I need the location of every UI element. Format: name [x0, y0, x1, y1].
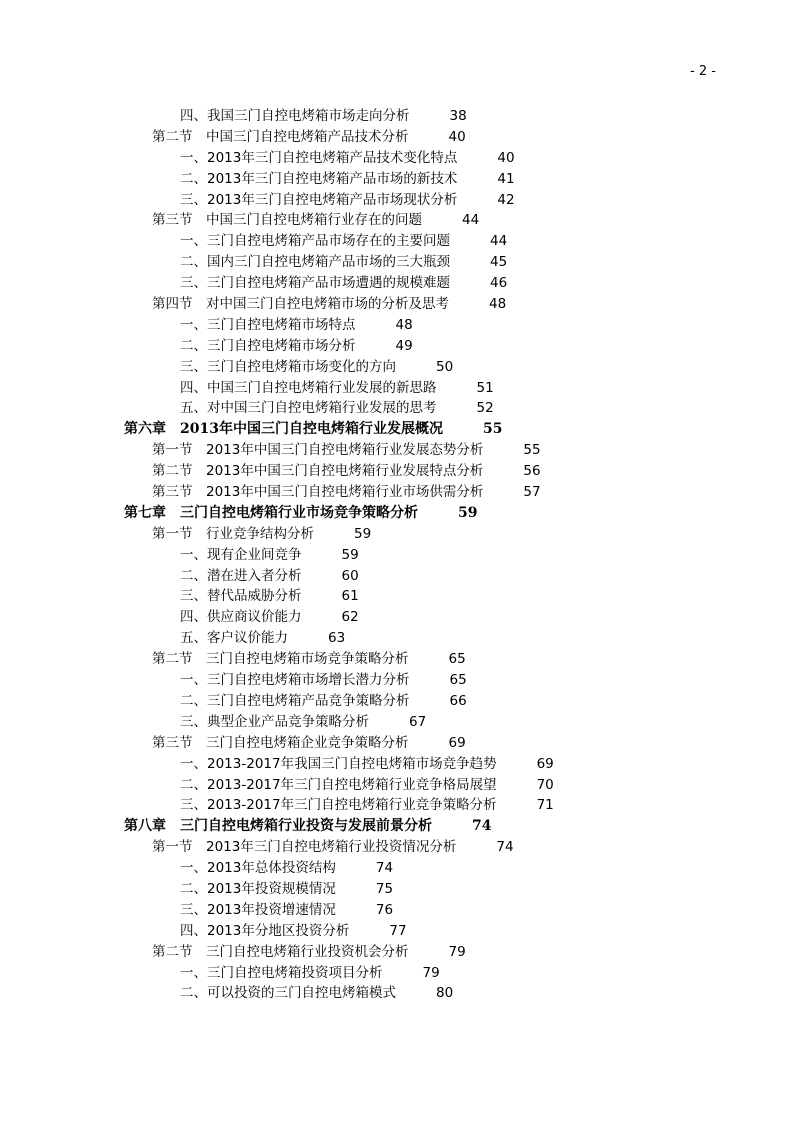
page-number: - 2 - — [690, 64, 716, 79]
toc-entry-title: 一、2013年三门自控电烤箱产品技术变化特点 — [180, 149, 458, 166]
toc-subsection[interactable] — [0, 775, 794, 796]
toc-subsection[interactable] — [0, 712, 794, 733]
toc-entry-page: 59 — [354, 525, 372, 542]
toc-subsection[interactable] — [0, 586, 794, 607]
toc-entry-page: 48 — [395, 316, 413, 333]
toc-entry-page: 65 — [448, 651, 466, 668]
toc-entry-page: 74 — [472, 818, 492, 835]
toc-entry-title: 第一节 2013年中国三门自控电烤箱行业发展态势分析 — [152, 442, 484, 459]
toc-chapter[interactable] — [0, 419, 794, 440]
toc-entry-page: 42 — [497, 191, 515, 208]
toc-subsection[interactable] — [0, 106, 794, 127]
toc-entry-page: 74 — [496, 839, 514, 856]
toc-subsection[interactable] — [0, 336, 794, 357]
toc-subsection[interactable] — [0, 545, 794, 566]
toc-section[interactable] — [0, 127, 794, 148]
toc-subsection[interactable] — [0, 252, 794, 273]
toc-entry-page: 38 — [449, 108, 467, 124]
toc-entry-title: 一、2013-2017年我国三门自控电烤箱市场竞争趋势 — [180, 755, 497, 772]
toc-entry-page: 69 — [448, 734, 466, 751]
toc-entry-title: 二、三门自控电烤箱产品竞争策略分析 — [180, 692, 410, 709]
toc-entry-title: 四、2013年分地区投资分析 — [180, 922, 350, 939]
toc-subsection[interactable] — [0, 921, 794, 942]
toc-entry-title: 一、2013年总体投资结构 — [180, 860, 336, 877]
toc-section[interactable] — [0, 733, 794, 754]
toc-subsection[interactable] — [0, 900, 794, 921]
toc-subsection[interactable] — [0, 273, 794, 294]
toc-entry-page: 44 — [490, 233, 508, 250]
toc-subsection[interactable] — [0, 169, 794, 190]
toc-entry-title: 四、供应商议价能力 — [180, 609, 302, 626]
toc-subsection[interactable] — [0, 315, 794, 336]
toc-entry-title: 三、三门自控电烤箱市场变化的方向 — [180, 358, 396, 375]
toc-entry-title: 五、对中国三门自控电烤箱行业发展的思考 — [180, 400, 437, 417]
toc-entry-page: 70 — [536, 776, 554, 793]
toc-entry-title: 四、中国三门自控电烤箱行业发展的新思路 — [180, 379, 437, 396]
toc-entry-page: 62 — [341, 609, 359, 626]
toc-entry-title: 第一节 行业竞争结构分析 — [152, 525, 314, 542]
toc-entry-page: 44 — [462, 212, 480, 229]
toc-entry-title: 一、三门自控电烤箱产品市场存在的主要问题 — [180, 233, 450, 250]
toc-entry-page: 80 — [436, 985, 454, 1002]
toc-entry-page: 46 — [490, 275, 508, 292]
toc-entry-page: 55 — [482, 421, 503, 438]
toc-entry-title: 三、2013年投资增速情况 — [180, 901, 336, 918]
toc-entry-title: 二、三门自控电烤箱市场分析 — [180, 337, 356, 354]
toc-section[interactable] — [0, 837, 794, 858]
toc-chapter[interactable] — [0, 503, 794, 524]
toc-entry-title: 第三节 三门自控电烤箱企业竞争策略分析 — [152, 734, 409, 751]
toc-subsection[interactable] — [0, 566, 794, 587]
toc-section[interactable] — [0, 440, 794, 461]
toc-entry-title: 三、2013-2017年三门自控电烤箱行业竞争策略分析 — [180, 797, 497, 814]
toc-entry-page: 59 — [341, 546, 359, 563]
toc-entry-page: 40 — [497, 149, 515, 166]
toc-entry-title: 三、三门自控电烤箱产品市场遭遇的规模难题 — [180, 275, 450, 292]
toc-subsection[interactable] — [0, 670, 794, 691]
toc-entry-title: 第二节 中国三门自控电烤箱产品技术分析 — [152, 128, 409, 145]
toc-entry-title: 一、三门自控电烤箱投资项目分析 — [180, 964, 383, 981]
toc-entry-page: 41 — [497, 170, 515, 187]
toc-entry-title: 第六章 2013年中国三门自控电烤箱行业发展概况 — [124, 421, 443, 438]
toc-entry-title: 三、2013年三门自控电烤箱产品市场现状分析 — [180, 191, 458, 208]
toc-entry-title: 二、可以投资的三门自控电烤箱模式 — [180, 985, 396, 1002]
toc-entry-page: 50 — [436, 358, 454, 375]
toc-subsection[interactable] — [0, 754, 794, 775]
toc-subsection[interactable] — [0, 983, 794, 1004]
toc-section[interactable] — [0, 210, 794, 231]
toc-entry-page: 76 — [375, 901, 394, 918]
toc-subsection[interactable] — [0, 628, 794, 649]
toc-entry-page: 49 — [395, 337, 413, 354]
toc-subsection[interactable] — [0, 357, 794, 378]
toc-subsection[interactable] — [0, 231, 794, 252]
toc-entry-title: 二、2013-2017年三门自控电烤箱行业竞争格局展望 — [180, 776, 497, 793]
toc-entry-page: 74 — [375, 860, 394, 877]
toc-entry-page: 66 — [449, 692, 467, 709]
toc-entry-page: 69 — [536, 755, 554, 772]
toc-entry-title: 第七章 三门自控电烤箱行业市场竞争策略分析 — [124, 504, 418, 521]
toc-entry-page: 48 — [489, 296, 507, 313]
toc-subsection[interactable] — [0, 795, 794, 816]
toc-section[interactable] — [0, 942, 794, 963]
toc-entry-title: 二、潜在进入者分析 — [180, 567, 302, 584]
toc-entry-page: 60 — [341, 567, 359, 584]
toc-entry-page: 77 — [389, 922, 407, 939]
toc-subsection[interactable] — [0, 148, 794, 169]
toc-subsection[interactable] — [0, 378, 794, 399]
toc-subsection[interactable] — [0, 190, 794, 211]
toc-entry-page: 79 — [422, 964, 440, 981]
toc-entry-page: 61 — [341, 588, 359, 605]
toc-entry-page: 45 — [490, 254, 508, 271]
toc-entry-page: 40 — [448, 128, 466, 145]
toc-section[interactable] — [0, 294, 794, 315]
toc-subsection[interactable] — [0, 858, 794, 879]
toc-entry-page: 63 — [328, 630, 346, 647]
toc-section[interactable] — [0, 461, 794, 482]
toc-entry-title: 二、2013年投资规模情况 — [180, 880, 336, 897]
toc-entry-page: 55 — [523, 442, 541, 459]
toc-entry-page: 75 — [375, 880, 394, 897]
toc-entry-page: 79 — [448, 943, 466, 960]
toc-entry-title: 第二节 三门自控电烤箱行业投资机会分析 — [152, 943, 409, 960]
toc-entry-page: 56 — [523, 463, 541, 480]
toc-entry-page: 51 — [476, 379, 494, 396]
toc-entry-title: 二、2013年三门自控电烤箱产品市场的新技术 — [180, 170, 458, 187]
toc-entry-page: 59 — [458, 504, 478, 521]
toc-subsection[interactable] — [0, 607, 794, 628]
toc-subsection[interactable] — [0, 691, 794, 712]
toc-entry-page: 52 — [476, 400, 494, 417]
toc-entry-title: 第三节 中国三门自控电烤箱行业存在的问题 — [152, 212, 422, 229]
toc-section[interactable] — [0, 524, 794, 545]
table-of-contents — [0, 106, 794, 1004]
toc-entry-title: 三、典型企业产品竞争策略分析 — [180, 713, 369, 730]
toc-entry-title: 第一节 2013年三门自控电烤箱行业投资情况分析 — [152, 839, 457, 856]
toc-entry-title: 四、我国三门自控电烤箱市场走向分析 — [180, 108, 410, 124]
toc-entry-title: 一、现有企业间竞争 — [180, 546, 302, 563]
toc-subsection[interactable] — [0, 398, 794, 419]
toc-entry-page: 57 — [523, 484, 541, 501]
toc-entry-title: 三、替代品威胁分析 — [180, 588, 302, 605]
toc-chapter[interactable] — [0, 816, 794, 837]
toc-entry-title: 五、客户议价能力 — [180, 630, 288, 647]
toc-entry-title: 一、三门自控电烤箱市场增长潜力分析 — [180, 672, 410, 689]
toc-entry-title: 第三节 2013年中国三门自控电烤箱行业市场供需分析 — [152, 484, 484, 501]
toc-section[interactable] — [0, 649, 794, 670]
toc-entry-title: 第四节 对中国三门自控电烤箱市场的分析及思考 — [152, 296, 449, 313]
toc-entry-page: 71 — [536, 797, 554, 814]
toc-entry-title: 一、三门自控电烤箱市场特点 — [180, 316, 356, 333]
toc-subsection[interactable] — [0, 963, 794, 984]
toc-entry-title: 第二节 2013年中国三门自控电烤箱行业发展特点分析 — [152, 463, 484, 480]
toc-entry-title: 二、国内三门自控电烤箱产品市场的三大瓶颈 — [180, 254, 450, 271]
toc-entry-page: 65 — [449, 672, 467, 689]
toc-section[interactable] — [0, 482, 794, 503]
toc-subsection[interactable] — [0, 879, 794, 900]
toc-entry-page: 67 — [409, 713, 427, 730]
toc-entry-title: 第二节 三门自控电烤箱市场竞争策略分析 — [152, 651, 409, 668]
toc-entry-title: 第八章 三门自控电烤箱行业投资与发展前景分析 — [124, 818, 432, 835]
